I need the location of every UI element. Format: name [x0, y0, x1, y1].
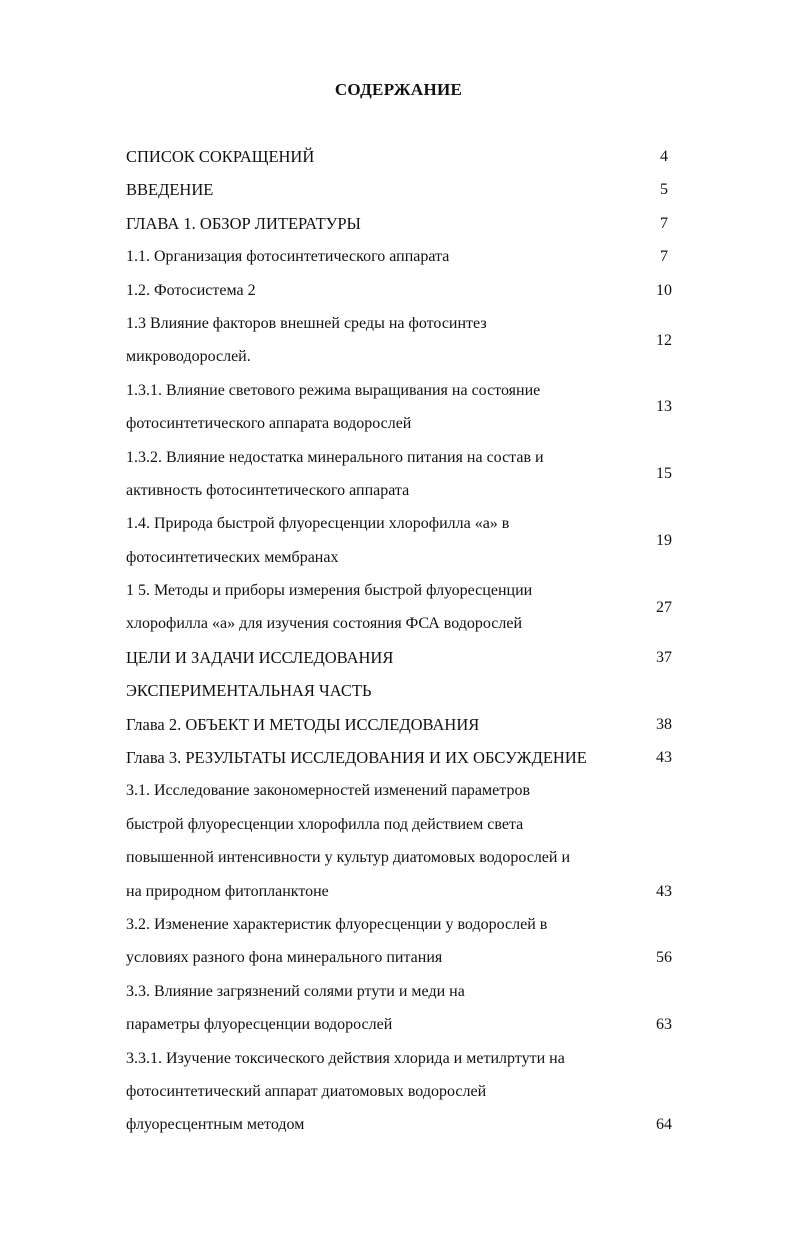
toc-entry-line: Глава 2. ОБЪЕКТ И МЕТОДЫ ИССЛЕДОВАНИЯ — [126, 714, 480, 734]
toc-page-number: 64 — [656, 1116, 672, 1134]
toc-entry-text — [126, 507, 641, 574]
toc-entry-line: ЦЕЛИ И ЗАДАЧИ ИССЛЕДОВАНИЯ — [126, 647, 394, 667]
toc-entry-line: хлорофилла «а» для изучения состояния ФСА водорослей — [126, 615, 523, 633]
toc-entry — [126, 207, 686, 240]
toc-entry-line: фотосинтетического аппарата водорослей — [126, 415, 412, 433]
toc-entry-line: параметры флуоресценции водорослей — [126, 1016, 393, 1034]
toc-entry — [126, 374, 686, 441]
toc-page-number: 7 — [660, 214, 668, 232]
toc-page-number: 43 — [656, 749, 672, 767]
toc-entry-text — [126, 1042, 641, 1142]
toc-entry — [126, 574, 686, 641]
toc-entry-line: 3.3. Влияние загрязнений солями ртути и меди на — [126, 982, 465, 1000]
toc-entry-text — [126, 274, 641, 307]
toc-entry — [126, 441, 686, 508]
toc-page-number: 4 — [660, 148, 668, 165]
table-of-contents — [126, 140, 686, 1142]
toc-entry — [126, 641, 686, 674]
toc-entry-line: 1 5. Методы и приборы измерения быстрой флуоресценции — [126, 582, 533, 600]
toc-entry-line: ВВЕДЕНИЕ — [126, 180, 214, 200]
toc-entry — [126, 240, 686, 273]
toc-entry — [126, 140, 686, 173]
toc-page-number — [654, 674, 674, 707]
toc-page-number: 38 — [656, 715, 672, 733]
toc-entry-line: 3.1. Исследование закономерностей изменений параметров — [126, 782, 530, 800]
toc-entry-line: 1.4. Природа быстрой флуоресценции хлорофилла «а» в — [126, 515, 510, 533]
toc-page-number: 56 — [656, 949, 672, 967]
toc-entry-line: фотосинтетический аппарат диатомовых водорослей — [126, 1082, 487, 1100]
toc-entry — [126, 307, 686, 374]
toc-entry-line: 1.1. Организация фотосинтетического аппарата — [126, 248, 450, 266]
toc-entry-text — [126, 741, 641, 774]
toc-page-number: 7 — [660, 248, 668, 266]
toc-entry-text — [126, 374, 641, 441]
toc-entry — [126, 774, 686, 908]
toc-page-number: 27 — [656, 598, 672, 616]
toc-entry-line: условиях разного фона минерального питания — [126, 949, 443, 967]
toc-page-number: 63 — [656, 1016, 672, 1034]
toc-entry-line: 1.2. Фотосистема 2 — [126, 281, 256, 299]
toc-entry-line: 3.2. Изменение характеристик флуоресценции у водорослей в — [126, 915, 548, 933]
toc-entry-text — [126, 140, 641, 173]
toc-entry-text — [126, 708, 641, 741]
toc-entry-line: на природном фитопланктоне — [126, 882, 329, 900]
toc-entry-line: микроводорослей. — [126, 348, 251, 366]
toc-entry — [126, 708, 686, 741]
toc-entry-text — [126, 774, 641, 908]
toc-entry — [126, 173, 686, 206]
toc-entry — [126, 274, 686, 307]
toc-page-number: 13 — [656, 398, 672, 416]
toc-page-number: 43 — [656, 882, 672, 900]
toc-entry-text — [126, 574, 641, 641]
toc-page-number: 12 — [656, 331, 672, 349]
toc-entry-line: СПИСОК СОКРАЩЕНИЙ — [126, 147, 315, 166]
page-title: СОДЕРЖАНИЕ — [334, 80, 463, 99]
toc-entry-line: повышенной интенсивности у культур диатомовых водорослей и — [126, 849, 571, 867]
toc-page-number: 19 — [656, 532, 672, 549]
toc-entry-line: ЭКСПЕРИМЕНТАЛЬНАЯ ЧАСТЬ — [126, 681, 372, 701]
toc-entry-text — [126, 173, 641, 206]
toc-page-number: 10 — [656, 281, 672, 299]
toc-entry-line: 1.3 Влияние факторов внешней среды на фотосинтез — [126, 314, 487, 332]
toc-entry-text — [126, 441, 641, 508]
toc-entry-text — [126, 908, 641, 975]
toc-entry-line: Глава 3. РЕЗУЛЬТАТЫ ИССЛЕДОВАНИЯ И ИХ ОБСУЖДЕНИЕ — [126, 748, 587, 768]
toc-entry-text — [126, 240, 641, 273]
toc-entry-line: 1.3.2. Влияние недостатка минерального питания на состав и — [126, 448, 544, 466]
toc-entry-text — [126, 975, 641, 1042]
toc-page-number: 15 — [656, 465, 672, 483]
toc-page-number: 5 — [660, 181, 668, 199]
toc-entry-text — [126, 641, 641, 674]
toc-entry — [126, 507, 686, 574]
toc-entry-line: ГЛАВА 1. ОБЗОР ЛИТЕРАТУРЫ — [126, 213, 361, 233]
toc-entry-line: быстрой флуоресценции хлорофилла под действием света — [126, 815, 524, 833]
toc-page-number: 37 — [656, 648, 672, 666]
toc-entry — [126, 1042, 686, 1142]
toc-entry-line: активность фотосинтетического аппарата — [126, 481, 410, 499]
toc-entry — [126, 975, 686, 1042]
toc-entry-line: 3.3.1. Изучение токсического действия хлорида и метилртути на — [126, 1049, 565, 1067]
toc-entry-line: флуоресцентным методом — [126, 1116, 305, 1134]
toc-entry-line: фотосинтетических мембранах — [126, 548, 339, 566]
toc-entry — [126, 674, 686, 707]
toc-entry — [126, 741, 686, 774]
toc-entry — [126, 908, 686, 975]
toc-entry-line: 1.3.1. Влияние светового режима выращивания на состояние — [126, 381, 541, 399]
toc-entry-text — [126, 307, 641, 374]
toc-entry-text — [126, 207, 641, 240]
toc-entry-text — [126, 674, 641, 707]
